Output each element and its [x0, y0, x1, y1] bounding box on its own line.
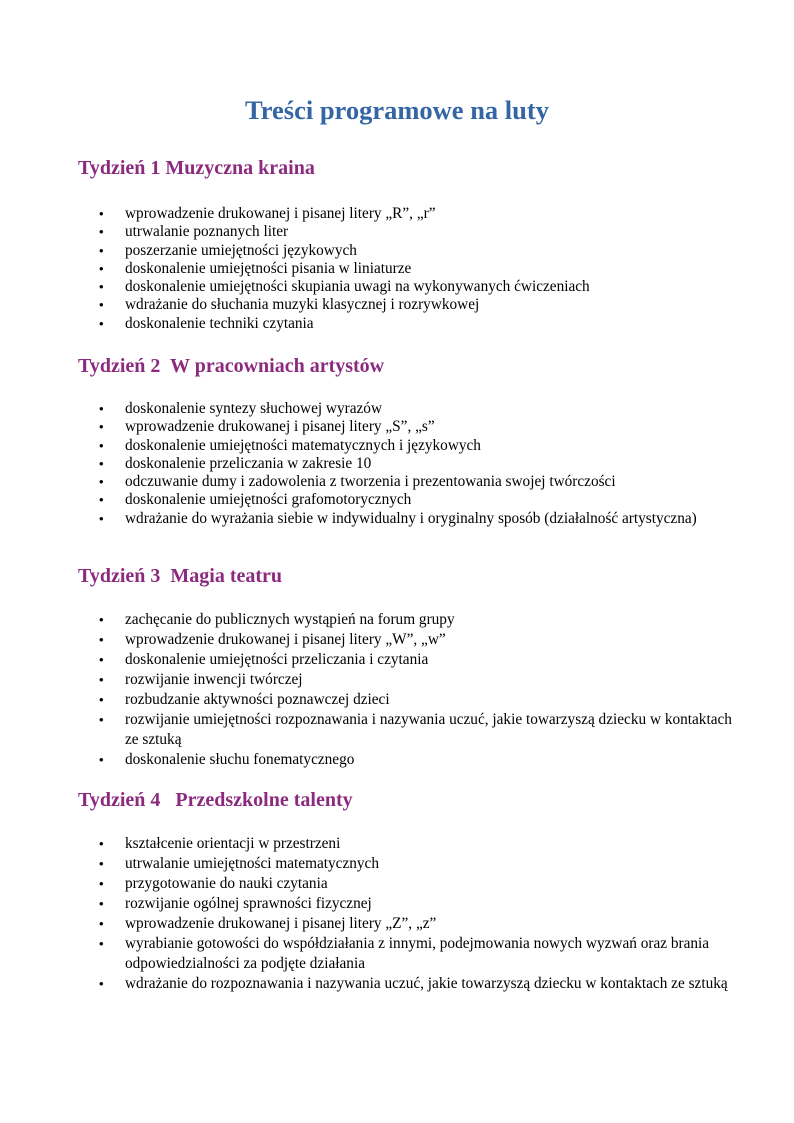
list-item-text: doskonalenie umiejętności przeliczania i czytania	[125, 651, 429, 668]
list-item-text: doskonalenie syntezy słuchowej wyrazów	[125, 400, 382, 417]
list-item-text: rozbudzanie aktywności poznawczej dzieci	[125, 691, 390, 708]
list-item	[78, 223, 738, 241]
week-heading: Tydzień 4 Przedszkolne talenty	[78, 789, 353, 811]
bullet-icon: •	[99, 260, 104, 276]
bullet-icon: •	[99, 437, 104, 453]
list-item-text: wprowadzenie drukowanej i pisanej litery „W”, „w”	[125, 631, 446, 648]
bullet-icon: •	[99, 916, 104, 931]
week-items-list	[78, 834, 738, 994]
list-item	[78, 260, 738, 278]
list-item-text: kształcenie orientacji w przestrzeni	[125, 835, 341, 852]
list-item	[78, 242, 738, 260]
list-item	[78, 894, 738, 914]
list-item	[78, 473, 738, 491]
list-item	[78, 854, 738, 874]
bullet-icon: •	[99, 206, 104, 221]
bullet-icon: •	[99, 297, 104, 313]
bullet-icon: •	[99, 224, 104, 240]
bullet-icon: •	[99, 896, 104, 911]
list-item	[78, 205, 738, 223]
bullet-icon: •	[99, 492, 104, 508]
list-item	[78, 934, 738, 974]
list-item-text: doskonalenie słuchu fonematycznego	[125, 751, 355, 768]
week-items-list	[78, 400, 738, 528]
page-title: Treści programowe na luty	[245, 95, 549, 125]
bullet-icon: •	[99, 612, 104, 627]
list-item-text: rozwijanie umiejętności rozpoznawania i nazywania uczuć, jakie towarzyszą dziecku w kontaktach ze sztuką	[125, 711, 732, 748]
bullet-icon: •	[99, 976, 104, 991]
list-item-text: utrwalanie umiejętności matematycznych	[125, 855, 379, 872]
list-item	[78, 491, 738, 509]
list-item	[78, 418, 738, 436]
week-items-list	[78, 205, 738, 333]
bullet-icon: •	[99, 279, 104, 295]
bullet-icon: •	[99, 401, 104, 416]
bullet-icon: •	[99, 936, 104, 951]
list-item-text: wprowadzenie drukowanej i pisanej litery „R”, „r”	[125, 205, 436, 222]
list-item	[78, 974, 738, 994]
week-heading: Tydzień 1 Muzyczna kraina	[78, 157, 315, 179]
list-item	[78, 278, 738, 296]
list-item	[78, 690, 738, 710]
week-items-list	[78, 610, 738, 770]
list-item	[78, 670, 738, 690]
bullet-icon: •	[99, 672, 104, 687]
list-item-text: doskonalenie umiejętności pisania w liniaturze	[125, 259, 412, 277]
week-2-section	[78, 354, 738, 528]
list-item-text: doskonalenie przeliczania w zakresie 10	[125, 454, 372, 472]
bullet-icon: •	[99, 836, 104, 851]
bullet-icon: •	[99, 856, 104, 871]
list-item-text: wdrażanie do słuchania muzyki klasycznej i rozrywkowej	[125, 296, 480, 314]
bullet-icon: •	[99, 692, 104, 707]
list-item	[78, 510, 738, 528]
list-item	[78, 455, 738, 473]
list-item-text: doskonalenie techniki czytania	[125, 314, 314, 332]
list-item	[78, 874, 738, 894]
list-item-text: zachęcanie do publicznych wystąpień na forum grupy	[125, 611, 455, 628]
list-item-text: rozwijanie inwencji twórczej	[125, 671, 303, 688]
list-item-text: wdrażanie do rozpoznawania i nazywania uczuć, jakie towarzyszą dziecku w kontaktach ze sztuką	[125, 975, 728, 992]
week-heading: Tydzień 2 W pracowniach artystów	[78, 355, 385, 377]
list-item-text: doskonalenie umiejętności skupiania uwagi na wykonywanych ćwiczeniach	[125, 278, 590, 296]
list-item	[78, 750, 738, 770]
bullet-icon: •	[99, 510, 104, 526]
week-1-section	[78, 156, 738, 333]
bullet-icon: •	[99, 652, 104, 667]
list-item-text: poszerzanie umiejętności językowych	[125, 241, 357, 259]
list-item	[78, 296, 738, 314]
bullet-icon: •	[99, 752, 104, 767]
bullet-icon: •	[99, 712, 104, 727]
bullet-icon: •	[99, 474, 104, 490]
list-item-text: przygotowanie do nauki czytania	[125, 875, 328, 892]
week-heading: Tydzień 3 Magia teatru	[78, 565, 283, 587]
bullet-icon: •	[99, 876, 104, 891]
list-item	[78, 610, 738, 630]
week-4-section	[78, 788, 738, 994]
bullet-icon: •	[99, 632, 104, 647]
list-item	[78, 914, 738, 934]
bullet-icon: •	[99, 315, 104, 331]
week-3-section	[78, 564, 738, 770]
list-item-text: wprowadzenie drukowanej i pisanej litery „Z”, „z”	[125, 915, 437, 932]
bullet-icon: •	[99, 242, 104, 258]
list-item	[78, 437, 738, 455]
bullet-icon: •	[99, 419, 104, 435]
list-item	[78, 630, 738, 650]
list-item-text: rozwijanie ogólnej sprawności fizycznej	[125, 895, 372, 912]
list-item	[78, 710, 738, 750]
list-item-text: wdrażanie do wyrażania siebie w indywidualny i oryginalny sposób (działalność artystyczna)	[125, 509, 697, 527]
list-item-text: wprowadzenie drukowanej i pisanej litery „S”, „s”	[125, 418, 435, 436]
list-item-text: utrwalanie poznanych liter	[125, 223, 289, 241]
list-item	[78, 650, 738, 670]
list-item-text: odczuwanie dumy i zadowolenia z tworzenia i prezentowania swojej twórczości	[125, 473, 616, 491]
list-item	[78, 834, 738, 854]
list-item-text: doskonalenie umiejętności matematycznych i językowych	[125, 436, 481, 454]
list-item	[78, 400, 738, 418]
list-item-text: doskonalenie umiejętności grafomotorycznych	[125, 491, 412, 509]
bullet-icon: •	[99, 455, 104, 471]
list-item	[78, 315, 738, 333]
list-item-text: wyrabianie gotowości do współdziałania z innymi, podejmowania nowych wyzwań oraz brania odpowiedzialności za podjęte działania	[125, 935, 710, 972]
